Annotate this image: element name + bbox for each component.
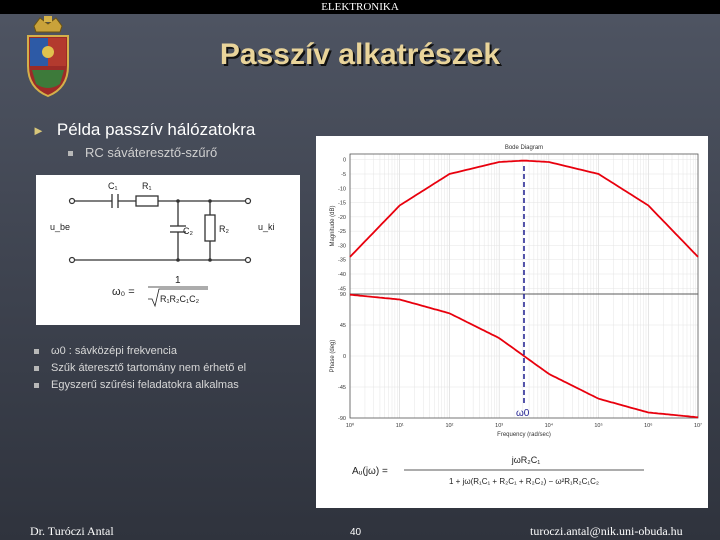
square-bullet-icon [34,349,39,354]
x-tick-label: 10⁰ [345,423,355,429]
mag-tick-label: -45 [338,286,346,293]
phase-tick-label: -90 [338,416,346,422]
course-title: ELEKTRONIKA [321,1,399,13]
footer-email: turoczi.antal@nik.uni-obuda.hu [530,524,683,538]
label-c2: C₂ [183,226,193,236]
mag-tick-label: -40 [338,272,346,278]
transfer-lhs: Aᵤ(jω) = [352,466,388,477]
phase-tick-label: 90 [339,292,346,298]
footer-page-number: 40 [350,527,362,538]
formula-omega-den: R₁R₂C₁C₂ [160,294,200,304]
bode-xlabel: Frequency (rad/sec) [497,432,551,438]
mag-tick-label: -25 [338,229,346,236]
bullet-sub-text: RC sáváteresztő-szűrő [85,145,218,160]
x-tick-label: 10⁴ [544,423,554,429]
mag-tick-label: -15 [338,200,346,207]
formula-omega-lhs: ω₀ = [112,286,135,298]
mag-ylabel: Magnitude (dB) [330,205,336,247]
list-item: Egyszerű szűrési feladatokra alkalmas [34,377,246,394]
transfer-den: 1 + jω(R₁C₁ + R₂C₁ + R₂C₂) − ω²R₁R₂C₁C₂ [449,477,599,486]
mag-tick-label: 0 [342,157,346,164]
footer-author: Dr. Turóczi Antal [30,524,114,538]
bode-chart [316,136,708,508]
x-tick-label: 10² [445,423,454,429]
circuit-diagram [36,175,300,325]
phase-tick-label: 45 [339,323,346,329]
square-bullet-icon [68,151,73,156]
bode-diagram [316,136,708,508]
circuit-schematic [36,175,300,325]
phase-tick-label: 0 [342,354,346,360]
list-item: Szűk áteresztő tartomány nem érhető el [34,360,246,377]
list-item: ω0 : sávközépi frekvencia [34,343,246,360]
university-crest-icon [20,16,76,100]
x-tick-label: 10⁶ [644,423,653,429]
header-bar [0,0,720,14]
label-ube: u_be [50,222,71,232]
triangle-bullet-icon: ► [32,123,45,138]
x-tick-label: 10¹ [395,423,404,429]
label-uki: u_ki [258,222,275,232]
bullet-main [32,120,255,140]
mag-tick-label: -35 [338,257,346,264]
slide-title: Passzív alkatrészek [219,38,501,71]
bode-title: Bode Diagram [504,145,544,151]
bullet-list [34,343,246,394]
x-tick-label: 10³ [495,423,504,429]
x-tick-label: 10⁵ [594,423,603,429]
omega0-label: ω0 [515,408,530,419]
square-bullet-icon [34,366,39,371]
label-r2: R₂ [219,224,229,234]
formula-omega-num: 1 [175,275,181,286]
mag-tick-label: -5 [341,172,346,178]
phase-ylabel: Phase (deg) [330,339,336,373]
phase-tick-label: -45 [338,385,346,391]
x-tick-label: 10⁷ [693,423,703,429]
bullet-main-text: Példa passzív hálózatokra [56,120,256,139]
bullet-sub [68,145,217,160]
square-bullet-icon [34,383,39,388]
transfer-num: jωR₂C₁ [511,455,541,465]
label-r1: R₁ [142,181,152,191]
mag-tick-label: -30 [338,243,346,250]
mag-tick-label: -10 [338,186,346,193]
mag-tick-label: -20 [338,214,346,221]
label-c1: C₁ [108,181,118,191]
